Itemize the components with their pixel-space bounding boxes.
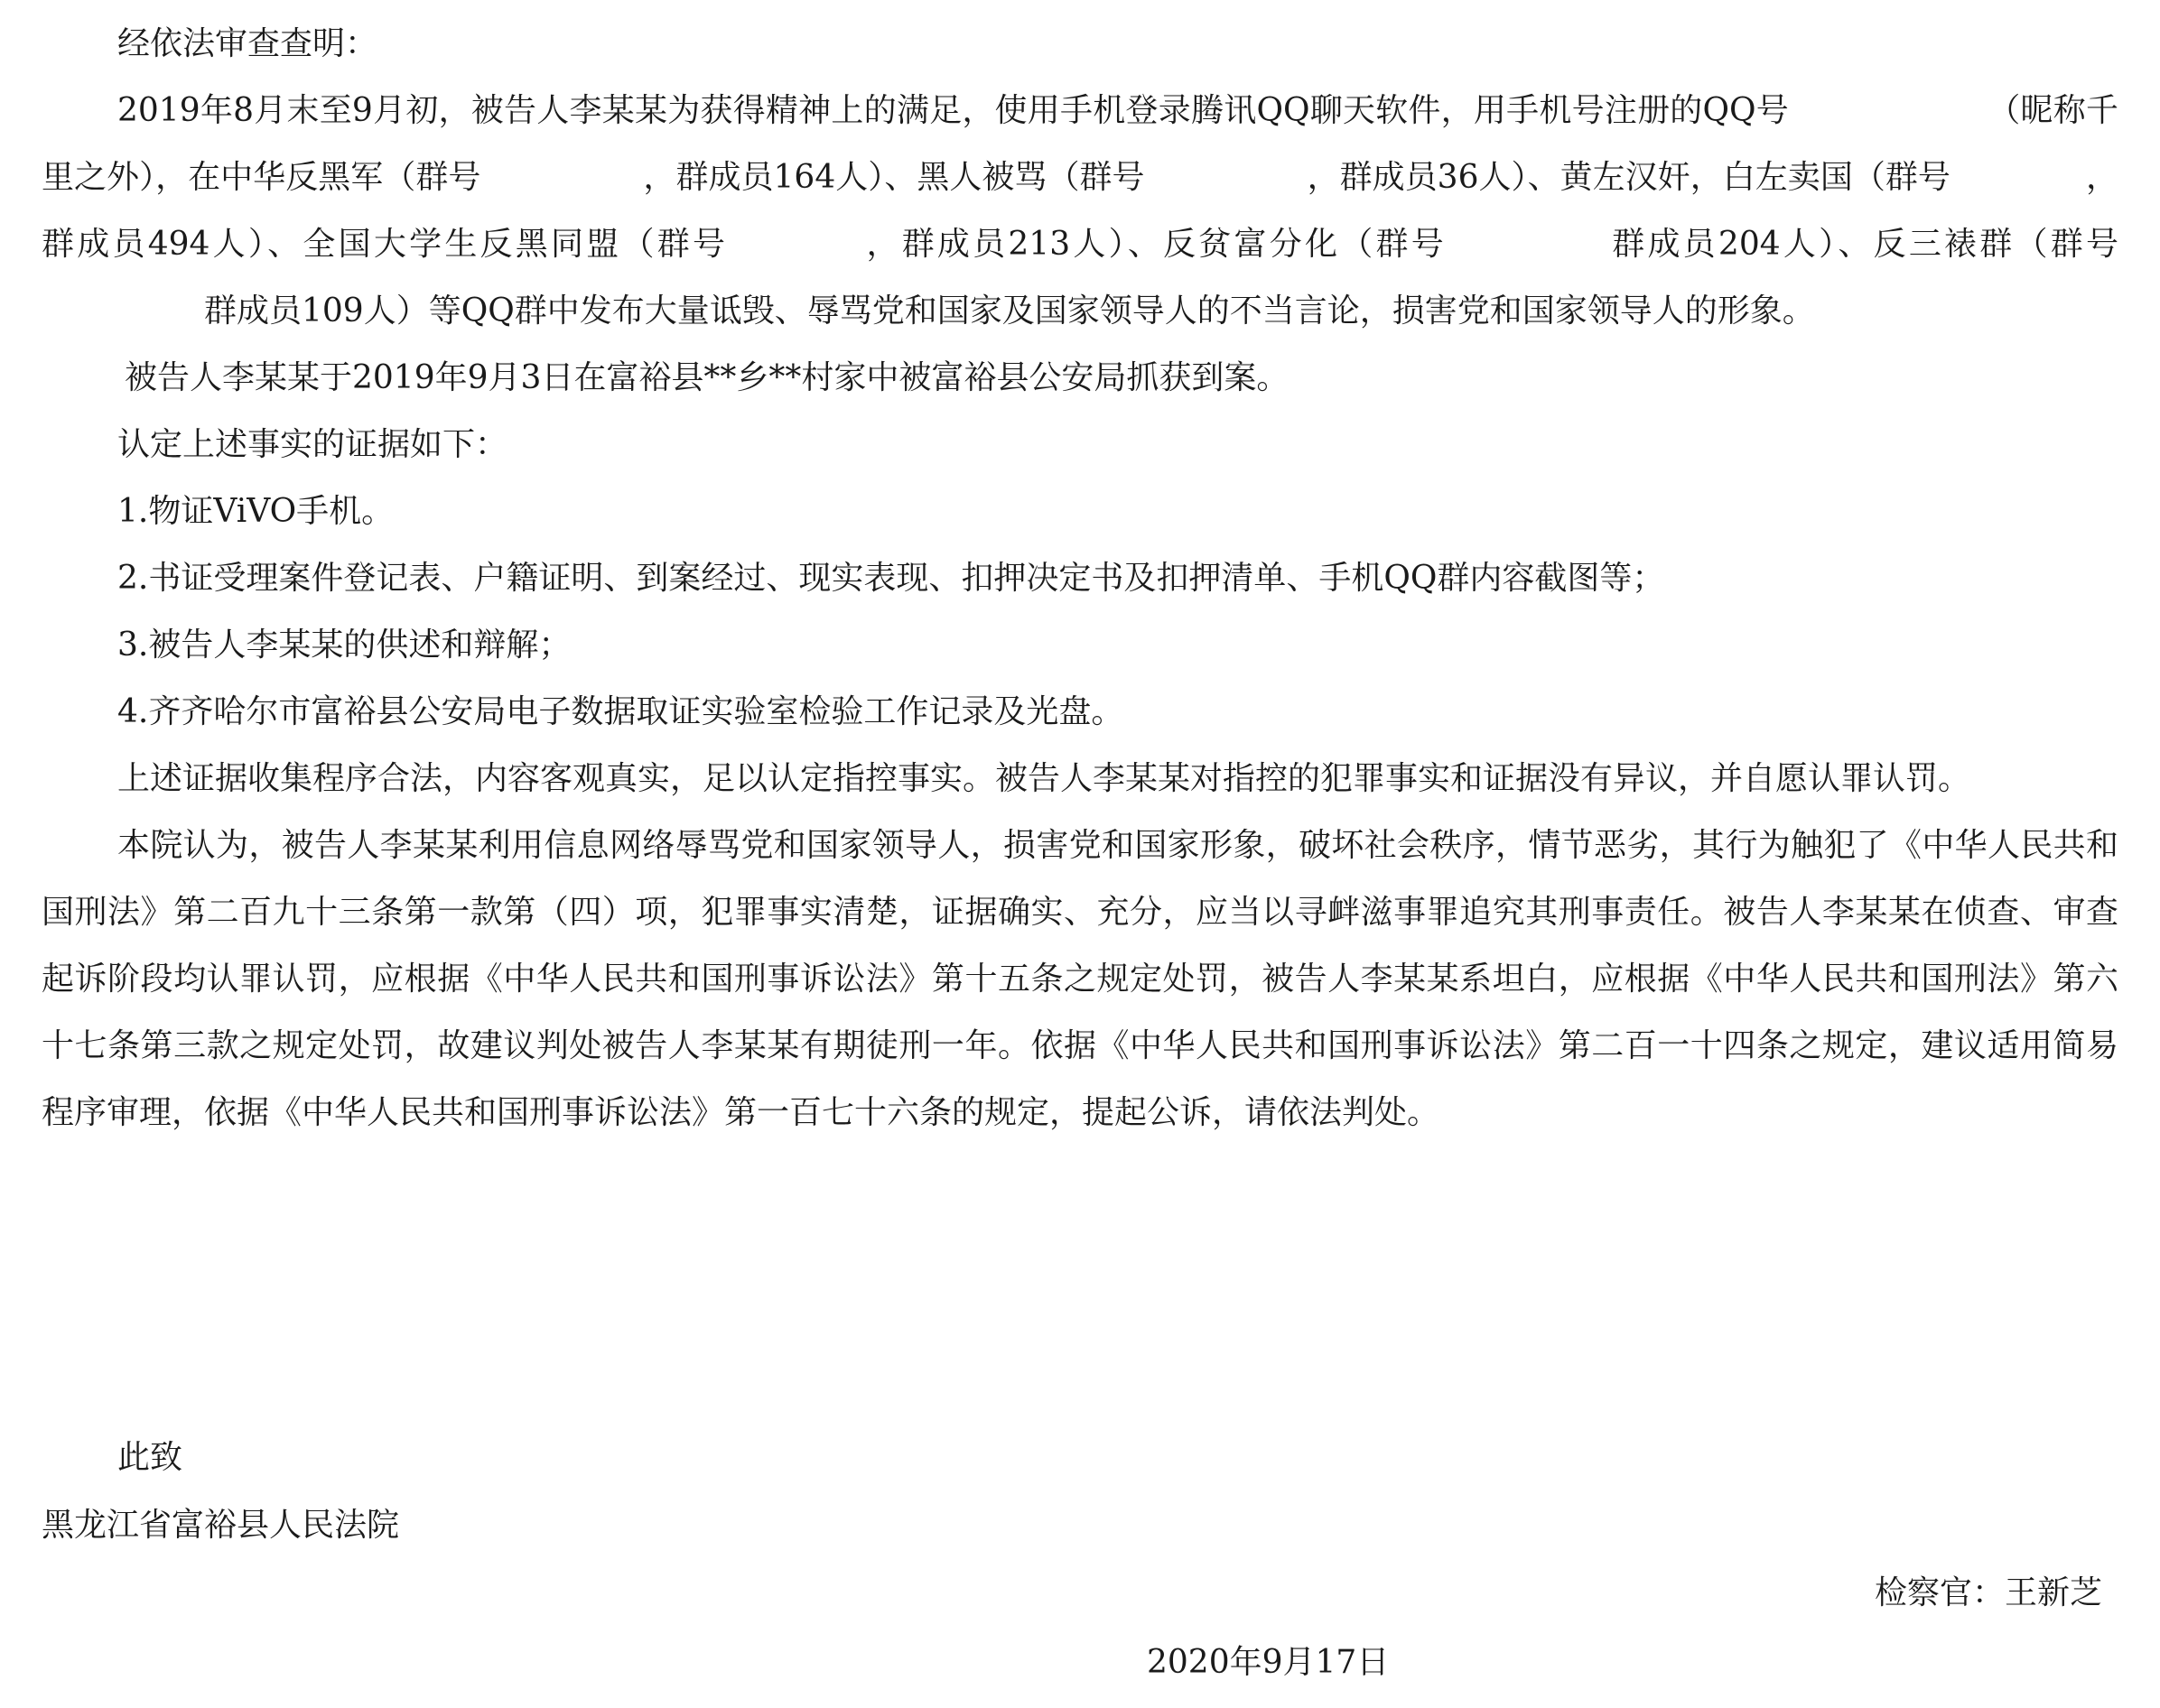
closing-recipient: 黑龙江省富裕县人民法院	[42, 1507, 400, 1544]
document-date: 2020年9月17日	[1147, 1644, 1390, 1681]
arrest-paragraph: 被告人李某某于2019年9月3日在富裕县**乡**村家中被富裕县公安局抓获到案。	[125, 359, 1289, 396]
redacted-group-number	[1145, 187, 1308, 188]
evidence-heading: 认定上述事实的证据如下：	[117, 426, 508, 463]
facts-text-part-5: ，群成员494人）、全国大学生反黑同盟（群号	[42, 159, 2118, 263]
prosecutor-signature	[1875, 1566, 2102, 1620]
facts-text-part-7: 群成员204人）、反三裱群（群号	[1608, 226, 2118, 263]
section-heading: 经依法审查查明：	[117, 25, 378, 62]
facts-text-part-6: ，群成员213人）、反贫富分化（群号	[863, 226, 1447, 263]
facts-text-part-3: ，群成员164人）、黑人被骂（群号	[643, 159, 1145, 196]
prosecutor-label: 检察官：	[1874, 1574, 2005, 1611]
redacted-group-number	[1447, 254, 1609, 255]
evidence-item: 4.齐齐哈尔市富裕县公安局电子数据取证实验室检验工作记录及光盘。	[117, 693, 1124, 730]
facts-text-part-2: （昵称千里之外），在中华反黑军（群号	[42, 92, 2118, 196]
redacted-group-number	[1951, 187, 2086, 188]
redacted-group-number	[42, 320, 204, 321]
evidence-item: 1.物证ViVO手机。	[117, 493, 395, 530]
facts-text-part-4: ，群成员36人）、黄左汉奸，白左卖国（群号	[1307, 159, 1951, 196]
facts-text-part-8: 群成员109人）等QQ群中发布大量诋毁、辱骂党和国家及国家领导人的不当言论，损害党和国家领导人的形象。	[204, 292, 1815, 330]
redacted-qq-number	[1789, 120, 1988, 121]
redacted-group-number	[728, 254, 863, 255]
evidence-item: 2.书证受理案件登记表、户籍证明、到案经过、现实表现、扣押决定书及扣押清单、手机QQ群内容截图等；	[117, 560, 1665, 597]
court-opinion-paragraph: 本院认为，被告人李某某利用信息网络辱骂党和国家领导人，损害党和国家形象，破坏社会秩序，情节恶劣，其行为触犯了《中华人民共和国刑法》第二百九十三条第一款第（四）项，犯罪事实清楚，证据确实、充分，应当以寻衅滋事罪追究其刑事责任。被告人李某某在侦查、审查起诉阶段均认罪认罚，应根据《中华人民共和国刑事诉讼法》第十五条之规定处罚，被告人李某某系坦白，应根据《中华人民共和国刑法》第六十七条第三款之规定处罚，故建议判处被告人李某某有期徒刑一年。依据《中华人民共和国刑事诉讼法》第二百一十四条之规定，建议适用简易程序审理，依据《中华人民共和国刑事诉讼法》第一百七十六条的规定，提起公诉，请依法判处。	[42, 827, 2118, 1131]
prosecutor-name: 王新芝	[2004, 1574, 2102, 1611]
facts-paragraph	[42, 78, 2118, 345]
closing-salutation: 此致	[117, 1439, 183, 1476]
redacted-group-number	[480, 187, 643, 188]
document-body	[42, 11, 2118, 1146]
facts-text-part-1: 2019年8月末至9月初，被告人李某某为获得精神上的满足，使用手机登录腾讯QQ聊天软件，用手机号注册的QQ号	[117, 92, 1790, 129]
evidence-assessment-paragraph: 上述证据收集程序合法，内容客观真实，足以认定指控事实。被告人李某某对指控的犯罪事实和证据没有异议，并自愿认罪认罚。	[117, 760, 1971, 797]
evidence-item: 3.被告人李某某的供述和辩解；	[117, 627, 572, 664]
